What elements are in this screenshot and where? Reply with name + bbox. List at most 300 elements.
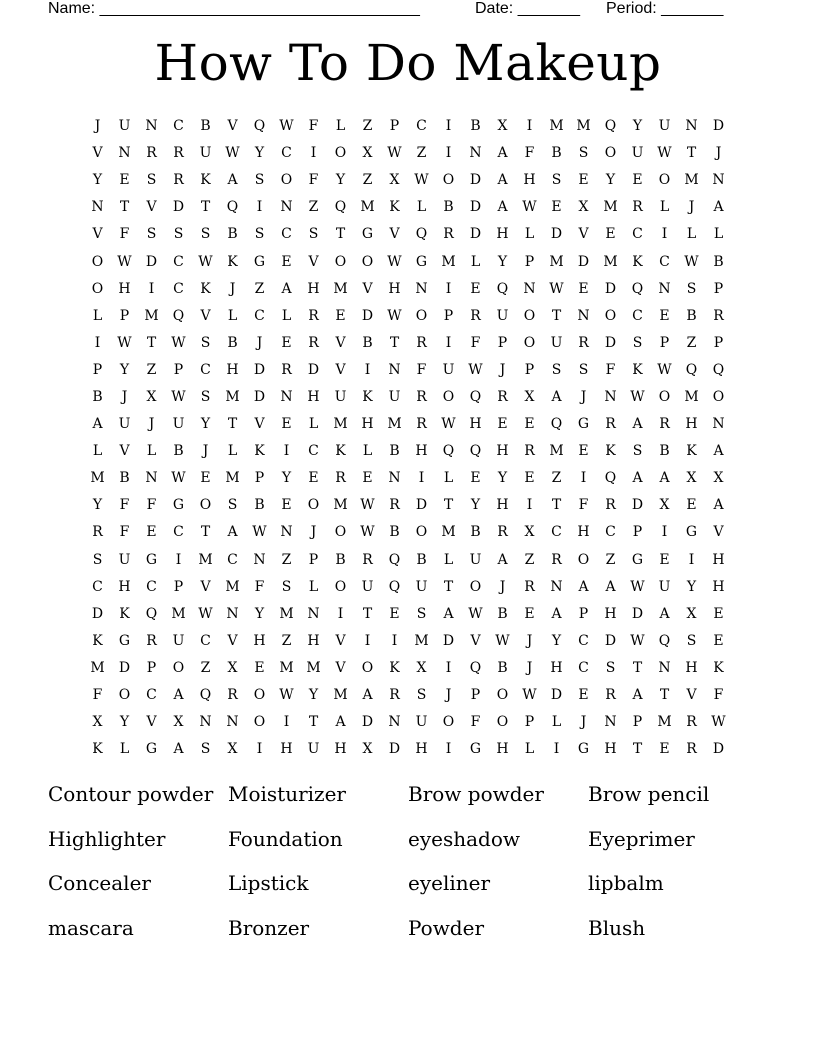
grid-letter[interactable]: R	[416, 416, 427, 433]
grid-letter[interactable]: R	[605, 416, 616, 433]
grid-letter[interactable]: D	[91, 605, 104, 622]
grid-letter[interactable]: D	[253, 361, 266, 378]
grid-letter[interactable]: R	[659, 416, 670, 433]
grid-letter[interactable]: B	[497, 605, 508, 622]
grid-letter[interactable]: L	[335, 118, 346, 135]
grid-letter[interactable]: O	[712, 388, 725, 405]
date-field[interactable]: Date: _______	[475, 0, 580, 17]
grid-letter[interactable]: E	[524, 470, 535, 487]
grid-letter[interactable]: X	[497, 118, 508, 135]
name-field[interactable]: Name: ____________________________________	[48, 0, 420, 17]
grid-letter[interactable]: N	[658, 280, 671, 297]
grid-letter[interactable]: O	[442, 172, 455, 189]
grid-letter[interactable]: D	[118, 659, 131, 676]
grid-letter[interactable]: M	[549, 253, 564, 270]
grid-letter[interactable]: P	[578, 605, 589, 622]
grid-letter[interactable]: N	[388, 361, 401, 378]
grid-letter[interactable]: D	[550, 687, 563, 704]
grid-letter[interactable]: M	[441, 524, 456, 541]
grid-letter[interactable]: S	[578, 361, 589, 378]
grid-letter[interactable]: E	[281, 334, 292, 351]
grid-letter[interactable]: O	[118, 687, 131, 704]
grid-letter[interactable]: T	[200, 524, 211, 541]
grid-letter[interactable]: X	[389, 172, 400, 189]
grid-letter[interactable]: C	[146, 578, 157, 595]
grid-letter[interactable]: W	[630, 388, 645, 405]
grid-letter[interactable]: T	[119, 199, 130, 216]
grid-letter[interactable]: L	[686, 226, 697, 243]
grid-letter[interactable]: Y	[686, 578, 697, 595]
grid-letter[interactable]: R	[497, 388, 508, 405]
grid-letter[interactable]: N	[253, 551, 266, 568]
grid-letter[interactable]: A	[281, 280, 292, 297]
grid-letter[interactable]: E	[686, 497, 697, 514]
grid-letter[interactable]: I	[337, 605, 344, 622]
grid-letter[interactable]: W	[198, 605, 213, 622]
grid-letter[interactable]: Q	[604, 118, 617, 135]
grid-letter[interactable]: A	[659, 470, 670, 487]
grid-letter[interactable]: H	[604, 605, 617, 622]
grid-letter[interactable]: G	[631, 551, 644, 568]
grid-letter[interactable]: R	[713, 307, 724, 324]
grid-letter[interactable]: V	[227, 632, 238, 649]
grid-letter[interactable]: O	[334, 253, 347, 270]
grid-letter[interactable]: M	[603, 253, 618, 270]
grid-letter[interactable]: S	[92, 551, 103, 568]
grid-letter[interactable]: M	[198, 551, 213, 568]
grid-letter[interactable]: Y	[470, 497, 481, 514]
grid-letter[interactable]: C	[605, 524, 616, 541]
grid-letter[interactable]: R	[686, 741, 697, 758]
grid-letter[interactable]: R	[92, 524, 103, 541]
grid-letter[interactable]: O	[577, 551, 590, 568]
grid-letter[interactable]: A	[497, 172, 508, 189]
grid-letter[interactable]: E	[362, 470, 373, 487]
grid-letter[interactable]: Q	[253, 118, 266, 135]
grid-letter[interactable]: L	[227, 307, 238, 324]
grid-letter[interactable]: L	[92, 307, 103, 324]
grid-letter[interactable]: V	[92, 226, 103, 243]
grid-letter[interactable]: B	[335, 551, 346, 568]
grid-letter[interactable]: H	[496, 497, 509, 514]
grid-letter[interactable]: U	[658, 578, 671, 595]
grid-letter[interactable]: H	[118, 280, 131, 297]
grid-letter[interactable]: E	[281, 253, 292, 270]
grid-letter[interactable]: X	[416, 659, 427, 676]
grid-letter[interactable]: I	[445, 741, 452, 758]
grid-letter[interactable]: J	[499, 578, 506, 595]
grid-letter[interactable]: H	[469, 416, 482, 433]
grid-letter[interactable]: P	[389, 118, 400, 135]
grid-letter[interactable]: R	[605, 497, 616, 514]
grid-letter[interactable]: I	[94, 334, 101, 351]
grid-letter[interactable]: D	[361, 714, 374, 731]
grid-letter[interactable]: X	[578, 199, 589, 216]
grid-letter[interactable]: B	[713, 253, 724, 270]
grid-letter[interactable]: B	[227, 334, 238, 351]
grid-letter[interactable]: L	[524, 741, 535, 758]
grid-letter[interactable]: U	[442, 361, 455, 378]
grid-letter[interactable]: N	[604, 714, 617, 731]
grid-letter[interactable]: O	[361, 253, 374, 270]
grid-letter[interactable]: H	[496, 443, 509, 460]
grid-letter[interactable]: I	[283, 443, 290, 460]
grid-letter[interactable]: W	[468, 361, 483, 378]
grid-letter[interactable]: P	[92, 361, 103, 378]
grid-letter[interactable]: H	[307, 388, 320, 405]
grid-letter[interactable]: D	[469, 199, 482, 216]
grid-letter[interactable]: S	[281, 578, 292, 595]
grid-letter[interactable]: P	[524, 253, 535, 270]
grid-letter[interactable]: N	[388, 470, 401, 487]
grid-letter[interactable]: S	[173, 226, 184, 243]
grid-letter[interactable]: Q	[226, 199, 239, 216]
grid-letter[interactable]: D	[604, 280, 617, 297]
grid-letter[interactable]: J	[94, 118, 101, 135]
grid-letter[interactable]: N	[307, 605, 320, 622]
grid-letter[interactable]: L	[443, 470, 454, 487]
grid-letter[interactable]: G	[577, 741, 590, 758]
grid-letter[interactable]: S	[200, 388, 211, 405]
grid-letter[interactable]: U	[199, 145, 212, 162]
grid-letter[interactable]: W	[360, 497, 375, 514]
grid-letter[interactable]: V	[389, 226, 400, 243]
grid-letter[interactable]: T	[686, 145, 697, 162]
grid-letter[interactable]: H	[307, 280, 320, 297]
grid-letter[interactable]: R	[173, 145, 184, 162]
grid-letter[interactable]: V	[254, 416, 265, 433]
grid-letter[interactable]: F	[578, 497, 589, 514]
grid-letter[interactable]: R	[605, 687, 616, 704]
grid-letter[interactable]: Z	[416, 145, 427, 162]
grid-letter[interactable]: T	[443, 497, 454, 514]
grid-letter[interactable]: A	[632, 470, 643, 487]
grid-letter[interactable]: Y	[497, 253, 508, 270]
grid-letter[interactable]: E	[254, 659, 265, 676]
grid-letter[interactable]: D	[469, 172, 482, 189]
grid-letter[interactable]: Z	[281, 632, 292, 649]
grid-letter[interactable]: H	[253, 632, 266, 649]
grid-letter[interactable]: X	[659, 497, 670, 514]
grid-letter[interactable]: O	[334, 578, 347, 595]
grid-letter[interactable]: W	[171, 334, 186, 351]
grid-letter[interactable]: I	[175, 551, 182, 568]
grid-letter[interactable]: I	[553, 741, 560, 758]
grid-letter[interactable]: W	[468, 605, 483, 622]
grid-letter[interactable]: C	[632, 307, 643, 324]
grid-letter[interactable]: F	[119, 497, 130, 514]
grid-letter[interactable]: D	[361, 307, 374, 324]
grid-letter[interactable]: A	[551, 605, 562, 622]
grid-letter[interactable]: B	[551, 145, 562, 162]
grid-letter[interactable]: R	[416, 388, 427, 405]
grid-letter[interactable]: D	[604, 632, 617, 649]
grid-letter[interactable]: P	[119, 307, 130, 324]
grid-letter[interactable]: T	[632, 741, 643, 758]
grid-letter[interactable]: C	[632, 226, 643, 243]
grid-letter[interactable]: E	[578, 172, 589, 189]
grid-letter[interactable]: D	[172, 199, 185, 216]
grid-letter[interactable]: A	[497, 551, 508, 568]
grid-letter[interactable]: A	[632, 416, 643, 433]
grid-letter[interactable]: W	[387, 145, 402, 162]
grid-letter[interactable]: K	[335, 443, 346, 460]
grid-letter[interactable]: K	[389, 199, 400, 216]
grid-letter[interactable]: H	[280, 741, 293, 758]
grid-letter[interactable]: H	[334, 741, 347, 758]
grid-letter[interactable]: H	[685, 416, 698, 433]
grid-letter[interactable]: F	[92, 687, 103, 704]
grid-letter[interactable]: N	[388, 714, 401, 731]
grid-letter[interactable]: F	[254, 578, 265, 595]
grid-letter[interactable]: L	[92, 443, 103, 460]
grid-letter[interactable]: M	[441, 253, 456, 270]
grid-letter[interactable]: G	[145, 551, 158, 568]
grid-letter[interactable]: S	[551, 172, 562, 189]
grid-letter[interactable]: V	[578, 226, 589, 243]
grid-letter[interactable]: P	[632, 524, 643, 541]
grid-letter[interactable]: Y	[335, 172, 346, 189]
grid-letter[interactable]: E	[470, 280, 481, 297]
grid-letter[interactable]: S	[416, 687, 427, 704]
grid-letter[interactable]: K	[92, 741, 103, 758]
grid-letter[interactable]: C	[254, 307, 265, 324]
grid-letter[interactable]: E	[659, 307, 670, 324]
grid-letter[interactable]: P	[470, 687, 481, 704]
grid-letter[interactable]: E	[659, 551, 670, 568]
grid-letter[interactable]: U	[469, 551, 482, 568]
grid-letter[interactable]: Q	[145, 605, 158, 622]
grid-letter[interactable]: S	[551, 361, 562, 378]
grid-letter[interactable]: Q	[685, 361, 698, 378]
grid-letter[interactable]: I	[418, 470, 425, 487]
grid-letter[interactable]: M	[657, 714, 672, 731]
grid-letter[interactable]: R	[524, 443, 535, 460]
grid-letter[interactable]: T	[227, 416, 238, 433]
grid-letter[interactable]: O	[415, 524, 428, 541]
grid-letter[interactable]: X	[686, 470, 697, 487]
grid-letter[interactable]: Q	[658, 632, 671, 649]
grid-letter[interactable]: I	[526, 497, 533, 514]
grid-letter[interactable]: F	[470, 334, 481, 351]
grid-letter[interactable]: M	[171, 605, 186, 622]
grid-letter[interactable]: X	[713, 470, 724, 487]
grid-letter[interactable]: R	[578, 334, 589, 351]
grid-letter[interactable]: I	[445, 334, 452, 351]
grid-letter[interactable]: L	[713, 226, 724, 243]
grid-letter[interactable]: W	[522, 687, 537, 704]
grid-letter[interactable]: N	[523, 280, 536, 297]
grid-letter[interactable]: A	[443, 605, 454, 622]
grid-letter[interactable]: R	[632, 199, 643, 216]
grid-letter[interactable]: X	[524, 524, 535, 541]
grid-letter[interactable]: V	[146, 199, 157, 216]
grid-letter[interactable]: U	[118, 118, 131, 135]
grid-letter[interactable]: Y	[605, 172, 616, 189]
grid-letter[interactable]: H	[307, 632, 320, 649]
grid-letter[interactable]: O	[172, 659, 185, 676]
grid-letter[interactable]: O	[604, 145, 617, 162]
grid-letter[interactable]: M	[144, 307, 159, 324]
grid-letter[interactable]: T	[551, 497, 562, 514]
grid-letter[interactable]: S	[254, 226, 265, 243]
grid-letter[interactable]: D	[712, 118, 725, 135]
grid-letter[interactable]: E	[578, 687, 589, 704]
grid-letter[interactable]: J	[229, 280, 236, 297]
grid-letter[interactable]: U	[550, 334, 563, 351]
grid-letter[interactable]: N	[199, 714, 212, 731]
grid-letter[interactable]: M	[225, 388, 240, 405]
grid-letter[interactable]: C	[308, 443, 319, 460]
grid-letter[interactable]: X	[227, 741, 238, 758]
grid-letter[interactable]: K	[227, 253, 238, 270]
grid-letter[interactable]: V	[335, 361, 346, 378]
grid-letter[interactable]: Q	[172, 307, 185, 324]
grid-letter[interactable]: U	[361, 578, 374, 595]
grid-letter[interactable]: U	[307, 741, 320, 758]
grid-letter[interactable]: S	[146, 172, 157, 189]
grid-letter[interactable]: X	[524, 388, 535, 405]
grid-letter[interactable]: O	[334, 145, 347, 162]
grid-letter[interactable]: L	[659, 199, 670, 216]
grid-letter[interactable]: V	[470, 632, 481, 649]
grid-letter[interactable]: G	[685, 524, 698, 541]
grid-letter[interactable]: Q	[442, 443, 455, 460]
grid-letter[interactable]: K	[686, 443, 697, 460]
grid-letter[interactable]: A	[173, 741, 184, 758]
grid-letter[interactable]: B	[686, 307, 697, 324]
grid-letter[interactable]: X	[173, 714, 184, 731]
grid-letter[interactable]: W	[387, 253, 402, 270]
grid-letter[interactable]: K	[200, 172, 211, 189]
period-field[interactable]: Period: _______	[606, 0, 724, 17]
grid-letter[interactable]: L	[146, 443, 157, 460]
grid-letter[interactable]: W	[495, 632, 510, 649]
grid-letter[interactable]: R	[389, 497, 400, 514]
grid-letter[interactable]: B	[389, 443, 400, 460]
grid-letter[interactable]: A	[632, 687, 643, 704]
grid-letter[interactable]: U	[415, 578, 428, 595]
grid-letter[interactable]: R	[281, 361, 292, 378]
grid-letter[interactable]: Z	[146, 361, 157, 378]
grid-letter[interactable]: L	[524, 226, 535, 243]
grid-letter[interactable]: T	[308, 714, 319, 731]
grid-letter[interactable]: H	[415, 741, 428, 758]
grid-letter[interactable]: A	[362, 687, 373, 704]
grid-letter[interactable]: D	[415, 497, 428, 514]
grid-letter[interactable]: J	[148, 416, 155, 433]
grid-letter[interactable]: J	[688, 199, 695, 216]
grid-letter[interactable]: Z	[308, 199, 319, 216]
grid-letter[interactable]: W	[414, 172, 429, 189]
grid-letter[interactable]: V	[362, 280, 373, 297]
grid-letter[interactable]: V	[200, 307, 211, 324]
grid-letter[interactable]: C	[173, 118, 184, 135]
grid-letter[interactable]: J	[715, 145, 722, 162]
grid-letter[interactable]: N	[280, 524, 293, 541]
grid-letter[interactable]: K	[119, 605, 130, 622]
grid-letter[interactable]: Z	[200, 659, 211, 676]
grid-letter[interactable]: M	[279, 605, 294, 622]
grid-letter[interactable]: P	[443, 307, 454, 324]
grid-letter[interactable]: N	[577, 307, 590, 324]
grid-letter[interactable]: J	[310, 524, 317, 541]
grid-letter[interactable]: U	[388, 388, 401, 405]
grid-letter[interactable]: V	[335, 632, 346, 649]
grid-letter[interactable]: I	[445, 118, 452, 135]
grid-letter[interactable]: O	[658, 388, 671, 405]
grid-letter[interactable]: W	[279, 687, 294, 704]
grid-letter[interactable]: L	[308, 578, 319, 595]
grid-letter[interactable]: I	[256, 741, 263, 758]
grid-letter[interactable]: Q	[604, 470, 617, 487]
grid-letter[interactable]: D	[307, 361, 320, 378]
grid-letter[interactable]: K	[92, 632, 103, 649]
grid-letter[interactable]: Y	[308, 687, 319, 704]
grid-letter[interactable]: P	[524, 714, 535, 731]
grid-letter[interactable]: A	[92, 416, 103, 433]
grid-letter[interactable]: A	[713, 443, 724, 460]
grid-letter[interactable]: J	[526, 632, 533, 649]
grid-letter[interactable]: W	[360, 524, 375, 541]
grid-letter[interactable]: E	[200, 470, 211, 487]
grid-letter[interactable]: Q	[469, 443, 482, 460]
grid-letter[interactable]: R	[146, 145, 157, 162]
grid-letter[interactable]: A	[335, 714, 346, 731]
grid-letter[interactable]: E	[578, 443, 589, 460]
grid-letter[interactable]: B	[416, 551, 427, 568]
grid-letter[interactable]: M	[603, 199, 618, 216]
grid-letter[interactable]: H	[118, 578, 131, 595]
grid-letter[interactable]: B	[227, 226, 238, 243]
grid-letter[interactable]: D	[577, 253, 590, 270]
grid-letter[interactable]: V	[335, 334, 346, 351]
grid-letter[interactable]: K	[713, 659, 724, 676]
grid-letter[interactable]: K	[605, 443, 616, 460]
grid-letter[interactable]: B	[470, 118, 481, 135]
grid-letter[interactable]: E	[713, 605, 724, 622]
grid-letter[interactable]: V	[200, 578, 211, 595]
grid-letter[interactable]: W	[117, 334, 132, 351]
grid-letter[interactable]: B	[659, 443, 670, 460]
grid-letter[interactable]: Q	[631, 280, 644, 297]
grid-letter[interactable]: N	[658, 659, 671, 676]
grid-letter[interactable]: N	[280, 388, 293, 405]
grid-letter[interactable]: A	[713, 497, 724, 514]
grid-letter[interactable]: A	[497, 145, 508, 162]
grid-letter[interactable]: C	[92, 578, 103, 595]
grid-letter[interactable]: I	[661, 524, 668, 541]
grid-letter[interactable]: C	[551, 524, 562, 541]
grid-letter[interactable]: W	[225, 145, 240, 162]
grid-letter[interactable]: P	[173, 361, 184, 378]
grid-letter[interactable]: J	[499, 361, 506, 378]
grid-letter[interactable]: L	[308, 416, 319, 433]
grid-letter[interactable]: S	[578, 145, 589, 162]
grid-letter[interactable]: M	[387, 416, 402, 433]
grid-letter[interactable]: P	[173, 578, 184, 595]
grid-letter[interactable]: T	[659, 687, 670, 704]
grid-letter[interactable]: Q	[496, 280, 509, 297]
grid-letter[interactable]: C	[173, 524, 184, 541]
grid-letter[interactable]: U	[118, 416, 131, 433]
grid-letter[interactable]: F	[119, 226, 130, 243]
grid-letter[interactable]: S	[146, 226, 157, 243]
grid-letter[interactable]: G	[415, 253, 428, 270]
grid-letter[interactable]: Q	[334, 199, 347, 216]
grid-letter[interactable]: M	[333, 416, 348, 433]
grid-letter[interactable]: Z	[362, 118, 373, 135]
